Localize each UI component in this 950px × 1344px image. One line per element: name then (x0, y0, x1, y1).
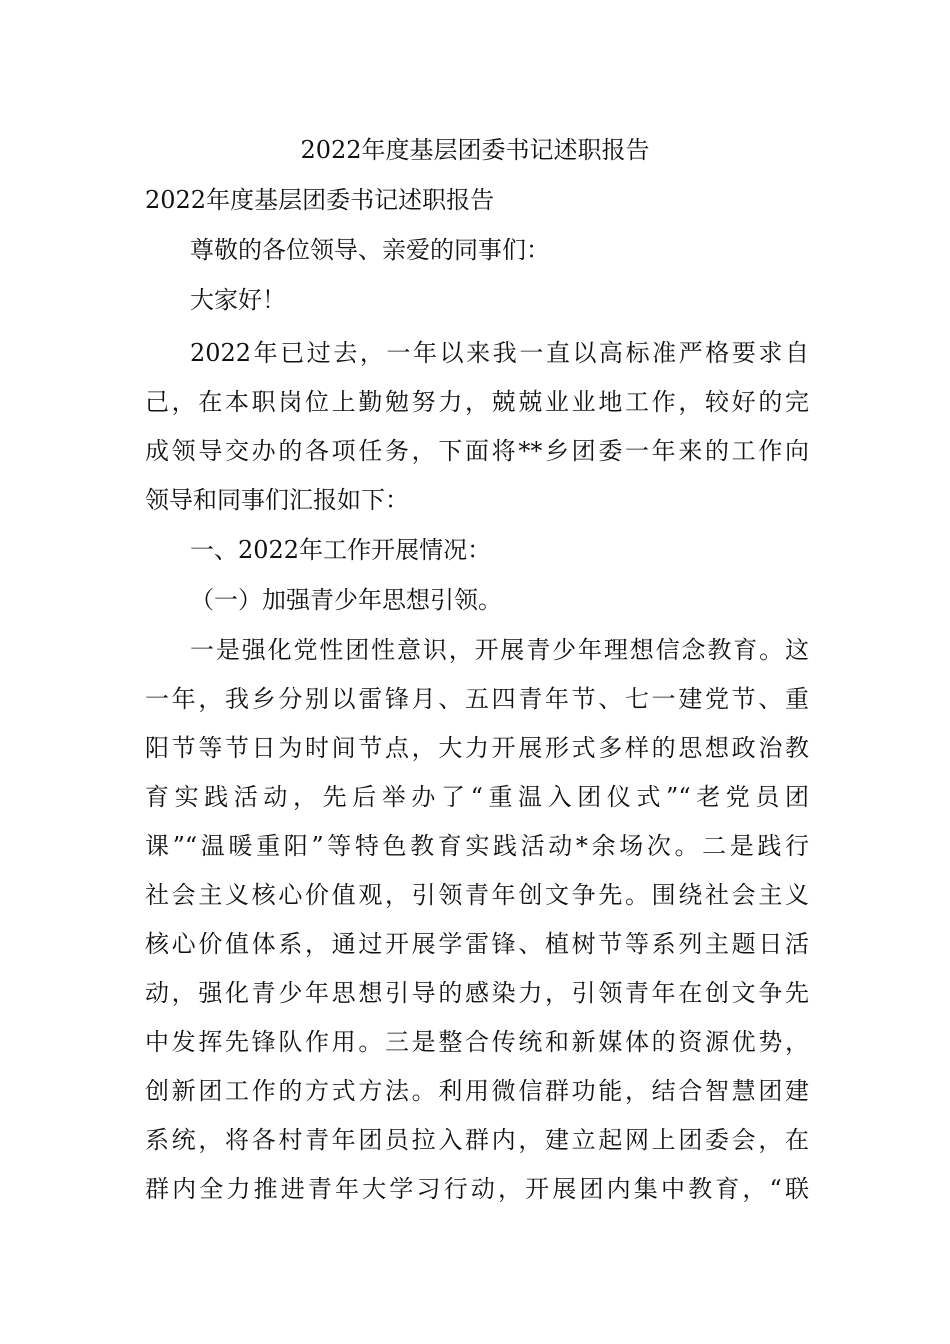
subtitle-line: 2022年度基层团委书记述职报告 (145, 186, 495, 214)
paragraph-line: 动，强化青少年思想引导的感染力，引领青年在创文争先 (145, 979, 809, 1007)
paragraph-line: 领导和同事们汇报如下： (145, 486, 409, 514)
paragraph-line: 2022年已过去，一年以来我一直以高标准严格要求自 (190, 339, 809, 367)
paragraph-line: 一是强化党性团性意识，开展青少年理想信念教育。这 (190, 636, 809, 664)
paragraph-line: 创新团工作的方式方法。利用微信群功能，结合智慧团建 (145, 1077, 809, 1105)
paragraph-line: 己，在本职岗位上勤勉努力，兢兢业业地工作，较好的完 (145, 388, 809, 416)
paragraph-line: 成领导交办的各项任务，下面将**乡团委一年来的工作向 (145, 437, 809, 465)
paragraph-line: 群内全力推进青年大学习行动，开展团内集中教育，“联 (145, 1175, 809, 1203)
paragraph-line: 阳节等节日为时间节点，大力开展形式多样的思想政治教 (145, 734, 809, 762)
salutation-line: 尊敬的各位领导、亲爱的同事们： (190, 236, 550, 264)
subsection-heading: （一）加强青少年思想引领。 (190, 586, 502, 614)
paragraph-line: 一年，我乡分别以雷锋月、五四青年节、七一建党节、重 (145, 685, 809, 713)
document-title: 2022年度基层团委书记述职报告 (300, 136, 650, 164)
paragraph-line: 社会主义核心价值观，引领青年创文争先。围绕社会主义 (145, 881, 809, 909)
paragraph-line: 课”“温暖重阳”等特色教育实践活动*余场次。二是践行 (145, 832, 809, 860)
paragraph-line: 中发挥先锋队作用。三是整合传统和新媒体的资源优势， (145, 1028, 809, 1056)
greeting-line: 大家好！ (190, 286, 286, 314)
paragraph-line: 育实践活动，先后举办了“重温入团仪式”“老党员团 (145, 783, 809, 811)
paragraph-line: 核心价值体系，通过开展学雷锋、植树节等系列主题日活 (145, 930, 809, 958)
section-heading: 一、2022年工作开展情况： (190, 536, 492, 564)
paragraph-line: 系统，将各村青年团员拉入群内，建立起网上团委会，在 (145, 1126, 809, 1154)
